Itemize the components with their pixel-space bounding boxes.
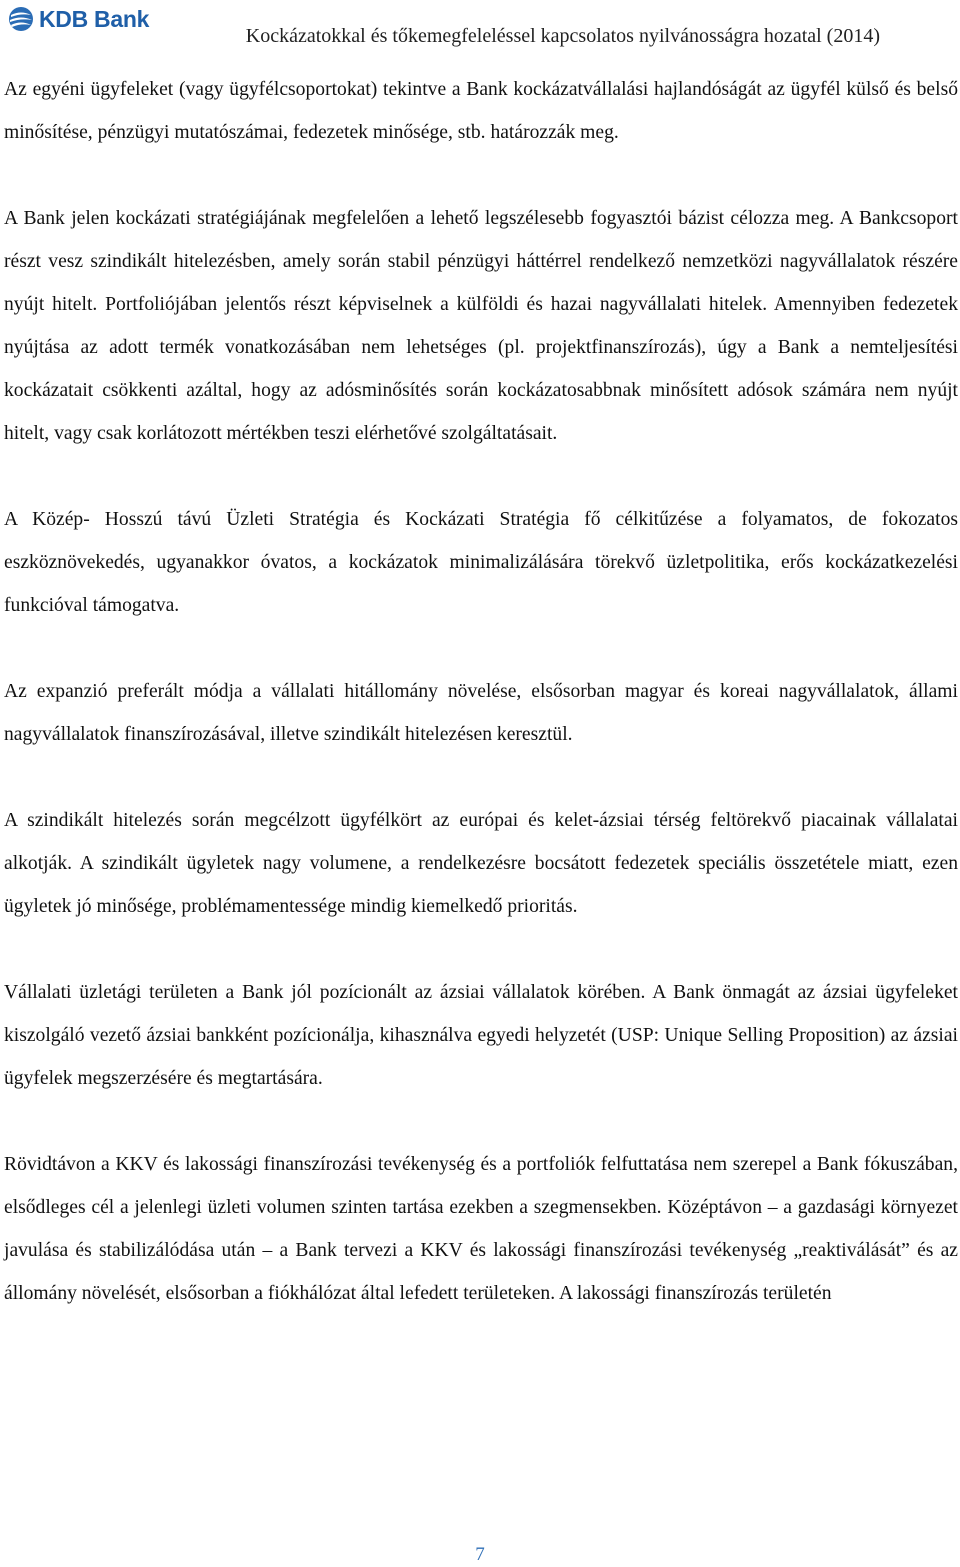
paragraph-1: Az egyéni ügyfeleket (vagy ügyfélcsoportokat) tekintve a Bank kockázatvállalási hajlandóságát az ügyfél külső és belső minősítése, pénzügyi mutatószámai, fedezetek minősége, stb. határozzák meg. [4, 79, 958, 143]
document-body [4, 68, 958, 1358]
kdb-bank-logo [8, 6, 149, 32]
paragraph-6: Vállalati üzletági területen a Bank jól pozícionált az ázsiai vállalatok körében. A Bank önmagát az ázsiai ügyfeleket kiszolgáló vezető ázsiai bankként pozícionálja, kihasználva egyedi helyzetét (USP: Unique Selling Proposition) az ázsiai ügyfelek megszerzésére és megtartására. [4, 982, 958, 1089]
document-title: Kockázatokkal és tőkemegfeleléssel kapcsolatos nyilvánosságra hozatal (2014) [245, 25, 880, 47]
logo-text: KDB Bank [39, 6, 150, 32]
paragraph-4: Az expanzió preferált módja a vállalati hitállomány növelése, elsősorban magyar és koreai nagyvállalatok, állami nagyvállalatok finanszírozásával, illetve szindikált hitelezésen keresztül. [4, 681, 958, 745]
page-header [0, 0, 960, 56]
paragraph-5: A szindikált hitelezés során megcélzott ügyfélkört az európai és kelet-ázsiai térség feltörekvő piacainak vállalatai alkotják. A szindikált ügyletek nagy volumene, a rendelkezésre bocsátott fedezetek speciális összetétele miatt, ezen ügyletek jó minősége, problémamentessége mindig kiemelkedő prioritás. [4, 810, 958, 917]
paragraph-2: A Bank jelen kockázati stratégiájának megfelelően a lehető legszélesebb fogyasztói bázist célozza meg. A Bankcsoport részt vesz szindikált hitelezésben, amely során stabil pénzügyi háttérrel rendelkező nemzetközi nagyvállalatok részére nyújt hitelt. Portfoliójában jelentős részt képviselnek a külföldi és hazai nagyvállalati hitelek. Amennyiben fedezetek nyújtása az adott termék vonatkozásában nem lehetséges (pl. projektfinanszírozás), úgy a Bank a nemteljesítési kockázatait csökkenti azáltal, hogy az adósminősítés során kockázatosabbnak minősített adósok számára nem nyújt hitelt, vagy csak korlátozott mértékben teszi elérhetővé szolgáltatásait. [4, 208, 958, 444]
paragraph-3: A Közép- Hosszú távú Üzleti Stratégia és Kockázati Stratégia fő célkitűzése a folyamatos, de fokozatos eszköznövekedés, ugyanakkor óvatos, a kockázatok minimalizálására törekvő üzletpolitika, erős kockázatkezelési funkcióval támogatva. [4, 509, 958, 616]
kdb-globe-logo-icon [8, 6, 34, 32]
page-number: 7 [475, 1544, 485, 1565]
paragraph-7: Rövidtávon a KKV és lakossági finanszírozási tevékenység és a portfoliók felfuttatása nem szerepel a Bank fókuszában, elsődleges cél a jelenlegi üzleti volumen szinten tartása ezekben a szegmensekben. Középtávon – a gazdasági környezet javulása és stabilizálódása után – a Bank tervezi a KKV és lakossági finanszírozási tevékenység „reaktiválását” és az állomány növelését, elsősorban a fiókhálózat által lefedett területeken. A lakossági finanszírozás területén [4, 1154, 958, 1304]
